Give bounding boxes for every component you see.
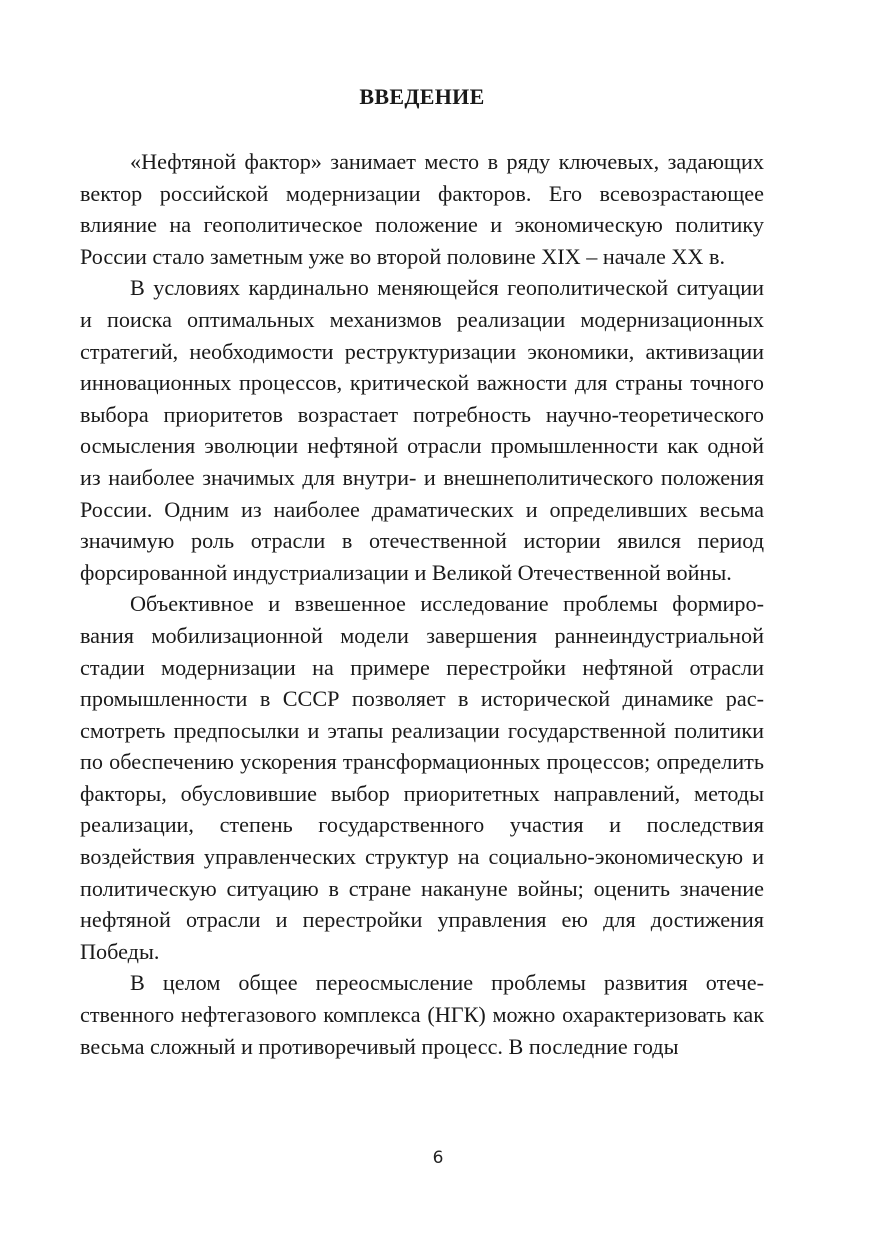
section-heading: ВВЕДЕНИЕ: [359, 84, 485, 109]
paragraph-2: В условиях кардинально меняющейся геополитической ситуации и поиска оптимальных механизмов реализации модернизационных стратегий, необходимости реструктуризации экономики, активизации инновационных процессов, критической важности для страны точного выбора приоритетов возрастает потребность научно-теоретического осмысления эволюции нефтяной отрасли промышленности как одной из наиболее значимых для внутри- и внешнеполитического положения России. Одним из наиболее драматических и определивших весьма значимую роль отрасли в отечественной истории явился период форсированной индустриализации и Великой Отечественной войны.: [80, 275, 764, 585]
paragraph-3: Объективное и взвешенное исследование проблемы формирования мобилизационной модели завершения раннеиндустриальной стадии модернизации на примере перестройки нефтяной отрасли промышленности в СССР позволяет в исторической динамике рассмотреть предпосылки и этапы реализации государственной политики по обеспечению ускорения трансформационных процессов; определить факторы, обусловившие выбор приоритетных направлений, методы реализации, степень государственного участия и последствия воздействия управленческих структур на социально-экономическую и политическую ситуацию в стране накануне войны; оценить значение нефтяной отрасли и перестройки управления ею для достижения Победы.: [80, 591, 764, 964]
paragraph-4: В целом общее переосмысление проблемы развития отечественного нефтегазового комплекса (НГК) можно охарактеризовать как весьма сложный и противоречивый процесс. В последние годы: [80, 970, 764, 1059]
page-number: 6: [432, 1148, 444, 1168]
body-text: [80, 146, 764, 1062]
paragraph-1: «Нефтяной фактор» занимает место в ряду ключевых, задающих вектор российской модернизации факторов. Его всевозрастающее влияние на геополитическое положение и экономическую политику России стало заметным уже во второй половине XIX – начале XX в.: [80, 149, 764, 269]
